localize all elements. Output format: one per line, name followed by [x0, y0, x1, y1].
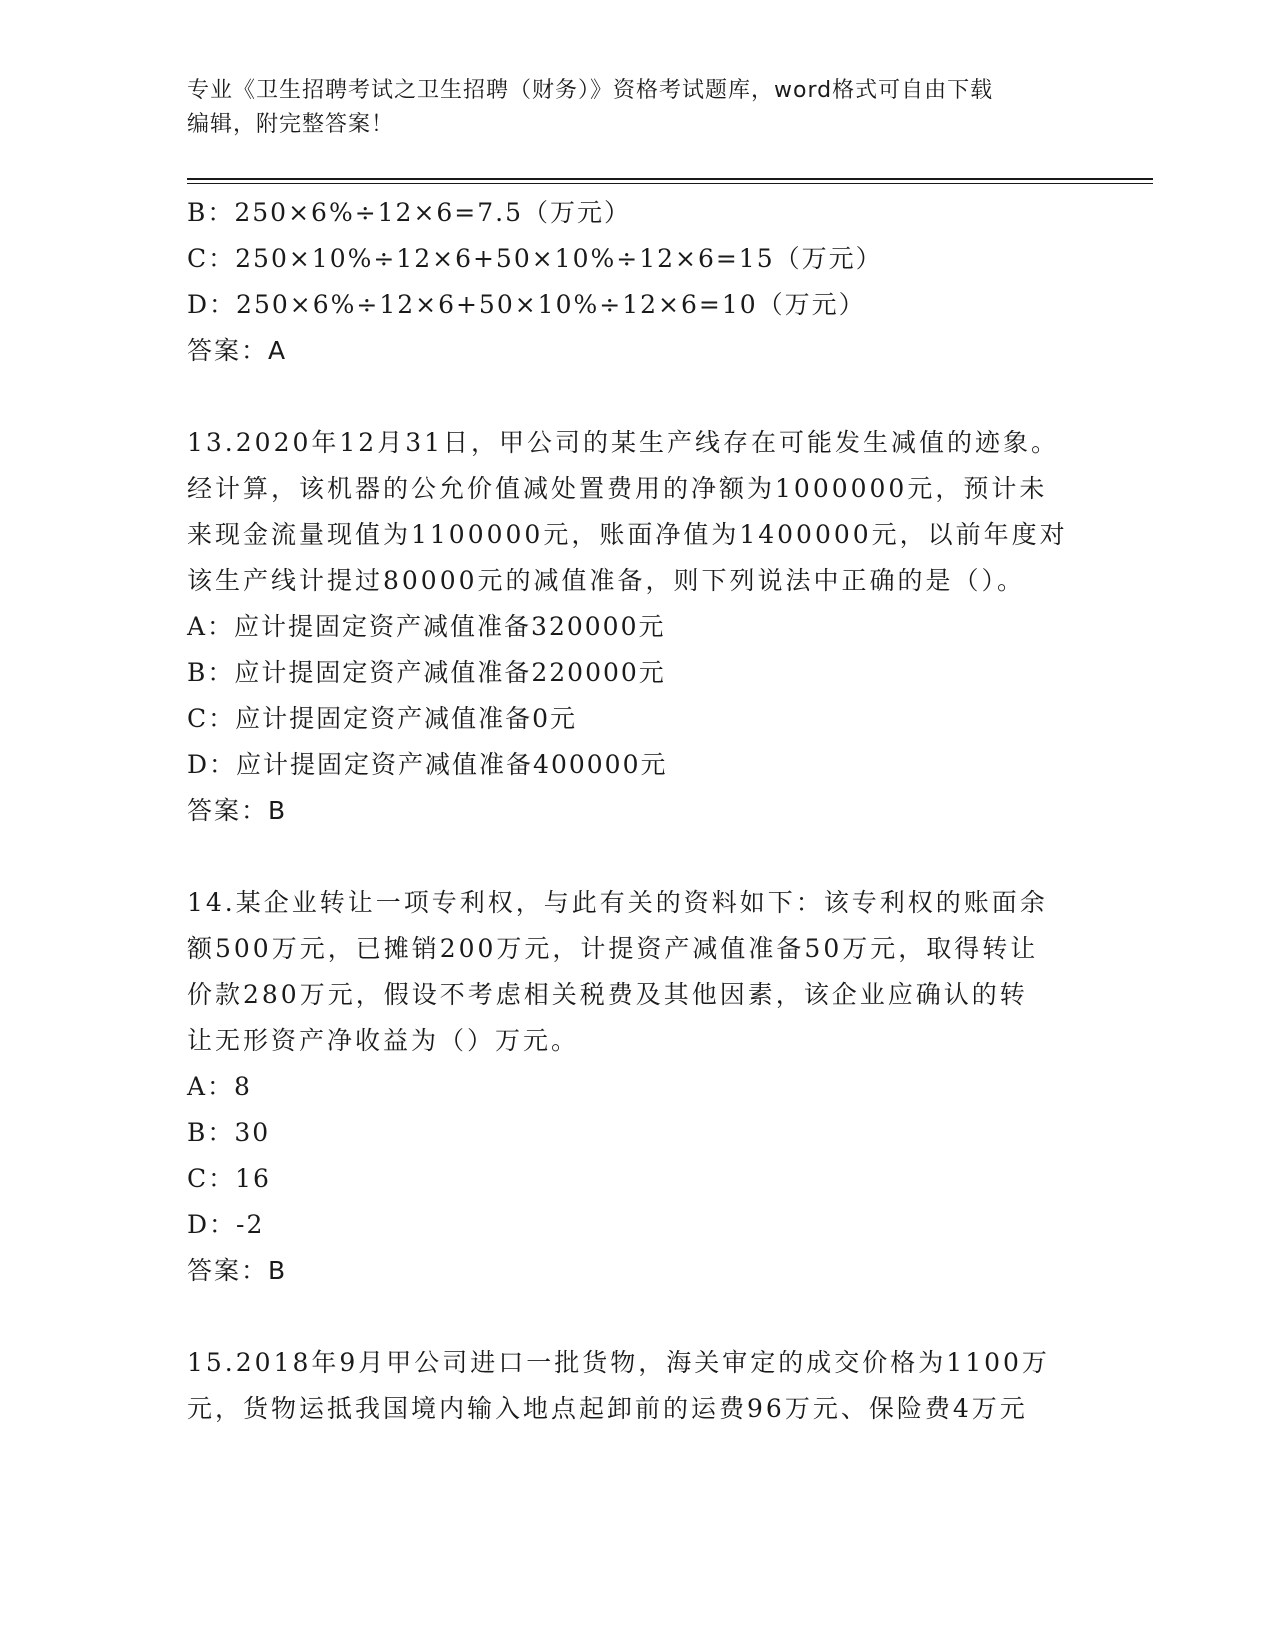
header-rule-thin	[187, 183, 1153, 184]
spacer	[187, 374, 1087, 420]
document-body	[187, 190, 1087, 1432]
header-rule-thick	[187, 178, 1153, 180]
header-line-2: 编辑，附完整答案！	[187, 112, 395, 137]
answer: 答案：B	[187, 796, 288, 825]
stem-line: 经计算，该机器的公允价值减处置费用的净额为1000000元，预计未	[187, 474, 1048, 503]
option-c: C：250×10%÷12×6+50×10%÷12×6=15（万元）	[187, 244, 883, 273]
stem-line: 价款280万元，假设不考虑相关税费及其他因素，该企业应确认的转	[187, 980, 1028, 1009]
answer: 答案：A	[187, 336, 288, 365]
question-stem	[187, 420, 1087, 604]
option-b: B：30	[187, 1118, 271, 1147]
stem-line: 14.某企业转让一项专利权，与此有关的资料如下：该专利权的账面余	[187, 888, 1048, 917]
option-d: D：应计提固定资产减值准备400000元	[187, 750, 668, 779]
question-15	[187, 1340, 1087, 1432]
option-c: C：16	[187, 1164, 271, 1193]
spacer	[187, 1294, 1087, 1340]
stem-line: 13.2020年12月31日，甲公司的某生产线存在可能发生减值的迹象。	[187, 428, 1060, 457]
stem-line: 15.2018年9月甲公司进口一批货物，海关审定的成交价格为1100万	[187, 1348, 1050, 1377]
option-b: B：应计提固定资产减值准备220000元	[187, 658, 666, 687]
option-c: C：应计提固定资产减值准备0元	[187, 704, 578, 733]
question-12	[187, 190, 1087, 374]
header-line-1: 专业《卫生招聘考试之卫生招聘（财务）》资格考试题库，word格式可自由下载	[187, 78, 994, 103]
question-stem	[187, 880, 1087, 1064]
stem-line: 元，货物运抵我国境内输入地点起卸前的运费96万元、保险费4万元	[187, 1394, 1028, 1423]
stem-line: 来现金流量现值为1100000元，账面净值为1400000元，以前年度对	[187, 520, 1068, 549]
option-a: A：应计提固定资产减值准备320000元	[187, 612, 666, 641]
question-13	[187, 420, 1087, 834]
spacer	[187, 834, 1087, 880]
option-d: D：250×6%÷12×6+50×10%÷12×6=10（万元）	[187, 290, 866, 319]
stem-line: 该生产线计提过80000元的减值准备，则下列说法中正确的是（）。	[187, 566, 1026, 595]
question-14	[187, 880, 1087, 1294]
page-header	[187, 74, 1067, 142]
stem-line: 让无形资产净收益为（）万元。	[187, 1026, 580, 1055]
option-b: B：250×6%÷12×6=7.5（万元）	[187, 198, 632, 227]
stem-line: 额500万元，已摊销200万元，计提资产减值准备50万元，取得转让	[187, 934, 1039, 963]
option-a: A：8	[187, 1072, 252, 1101]
option-d: D：-2	[187, 1210, 265, 1239]
answer: 答案：B	[187, 1256, 288, 1285]
question-stem	[187, 1340, 1087, 1432]
